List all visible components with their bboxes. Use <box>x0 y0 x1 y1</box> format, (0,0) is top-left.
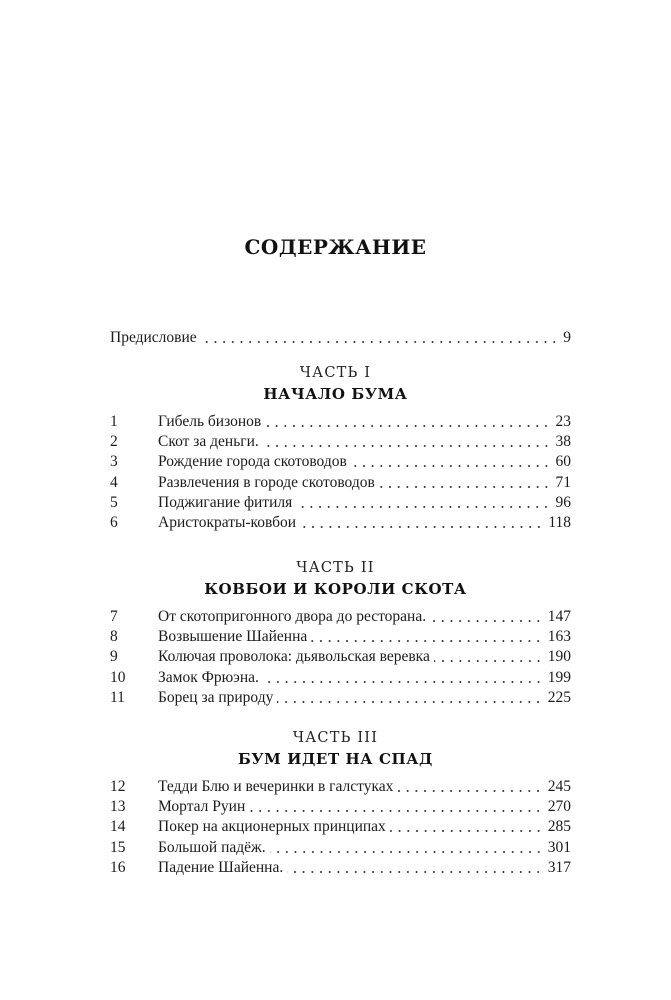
entry-number: 14 <box>110 818 126 835</box>
toc-entry[interactable] <box>110 647 571 667</box>
entry-number: 4 <box>110 474 118 491</box>
entry-page: 190 <box>547 648 571 665</box>
entry-title: Замок Фрюэна. <box>158 669 259 686</box>
dot-leader <box>296 493 552 513</box>
entry-page: 96 <box>555 494 571 511</box>
part-label: ЧАСТЬ II <box>296 560 375 576</box>
part-title: НАЧАЛО БУМА <box>263 385 408 403</box>
entry-title: Колючая проволока: дьявольская веревка <box>158 648 430 665</box>
entry-number: 9 <box>110 648 118 665</box>
entry-page: 270 <box>547 798 571 815</box>
entry-number: 1 <box>110 413 118 430</box>
dot-leader <box>201 328 561 348</box>
toc-entry[interactable] <box>110 797 571 817</box>
dot-leader <box>263 668 545 688</box>
toc-entry[interactable] <box>110 493 571 513</box>
entry-number: 13 <box>110 798 126 815</box>
entry-page: 147 <box>547 608 571 625</box>
entry-number: 2 <box>110 433 118 450</box>
dot-leader <box>249 797 545 817</box>
dot-leader <box>397 777 544 797</box>
toc-entry[interactable] <box>110 668 571 688</box>
dot-leader <box>390 817 545 837</box>
entry-number: 11 <box>110 689 125 706</box>
entry-title: Падение Шайенна. <box>158 859 284 876</box>
toc-entry[interactable] <box>110 513 571 533</box>
entry-page: 225 <box>547 689 571 706</box>
toc-entry[interactable] <box>110 432 571 452</box>
entry-number: 5 <box>110 494 118 511</box>
toc-entry[interactable] <box>110 838 571 858</box>
entry-title: Большой падёж. <box>158 839 266 856</box>
entry-page: 199 <box>547 669 571 686</box>
entry-page: 60 <box>555 453 571 470</box>
entry-title: Поджигание фитиля <box>158 494 293 511</box>
dot-leader <box>300 513 545 533</box>
entry-number: 3 <box>110 453 118 470</box>
toc-entry[interactable] <box>110 452 571 472</box>
dot-leader <box>430 607 545 627</box>
dot-leader <box>311 627 544 647</box>
entry-page: 245 <box>547 778 571 795</box>
entry-page: 23 <box>555 413 571 430</box>
entry-page: 317 <box>547 859 571 876</box>
toc-entry[interactable] <box>110 627 571 647</box>
dot-leader <box>263 432 553 452</box>
entry-title: Аристократы-ковбои <box>158 514 297 531</box>
part-title: БУМ ИДЕТ НА СПАД <box>237 750 433 768</box>
entry-title: Скот за деньги. <box>158 433 259 450</box>
entry-page: 285 <box>547 818 571 835</box>
entry-number: 12 <box>110 778 126 795</box>
entry-title: Покер на акционерных принципах <box>158 818 386 835</box>
toc-entry[interactable] <box>110 412 571 432</box>
entry-title: Развлечения в городе скотоводов <box>158 474 375 491</box>
entry-number: 16 <box>110 859 126 876</box>
toc-entry[interactable] <box>110 607 571 627</box>
entry-number: 15 <box>110 839 126 856</box>
entry-title: Рождение города скотоводов <box>158 453 347 470</box>
dot-leader <box>379 473 553 493</box>
entry-title: От скотопригонного двора до ресторана. <box>158 608 427 625</box>
toc-entry[interactable] <box>110 473 571 493</box>
entry-number: 8 <box>110 628 118 645</box>
entry-number: 6 <box>110 514 118 531</box>
entry-title: Тедди Блю и вечеринки в галстуках <box>158 778 394 795</box>
entry-page: 301 <box>547 839 571 856</box>
toc-entry[interactable] <box>110 777 571 797</box>
entry-title: Мортал Руин <box>158 798 246 815</box>
entry-page: 71 <box>555 474 571 491</box>
toc-entry[interactable] <box>110 688 571 708</box>
dot-leader <box>265 412 552 432</box>
entry-page: 163 <box>547 628 571 645</box>
entry-number: 10 <box>110 669 126 686</box>
entry-page: 38 <box>555 433 571 450</box>
dot-leader <box>434 647 545 667</box>
part-label: ЧАСТЬ III <box>292 730 379 746</box>
toc-entry[interactable] <box>110 858 571 878</box>
entry-title: Борец за природу <box>158 689 274 706</box>
dot-leader <box>270 838 545 858</box>
page-title: СОДЕРЖАНИЕ <box>244 235 427 260</box>
entry-page: 118 <box>548 514 571 531</box>
entry-title: Возвышение Шайенна <box>158 628 308 645</box>
part-label: ЧАСТЬ I <box>299 365 372 381</box>
part-title: КОВБОИ И КОРОЛИ СКОТА <box>204 580 467 598</box>
entry-page: 9 <box>563 329 571 346</box>
dot-leader <box>287 858 545 878</box>
toc-entry-preface[interactable] <box>110 328 571 348</box>
entry-number: 7 <box>110 608 118 625</box>
dot-leader <box>351 452 553 472</box>
entry-title: Предисловие <box>110 329 197 346</box>
entry-title: Гибель бизонов <box>158 413 262 430</box>
dot-leader <box>277 688 544 708</box>
toc-entry[interactable] <box>110 817 571 837</box>
